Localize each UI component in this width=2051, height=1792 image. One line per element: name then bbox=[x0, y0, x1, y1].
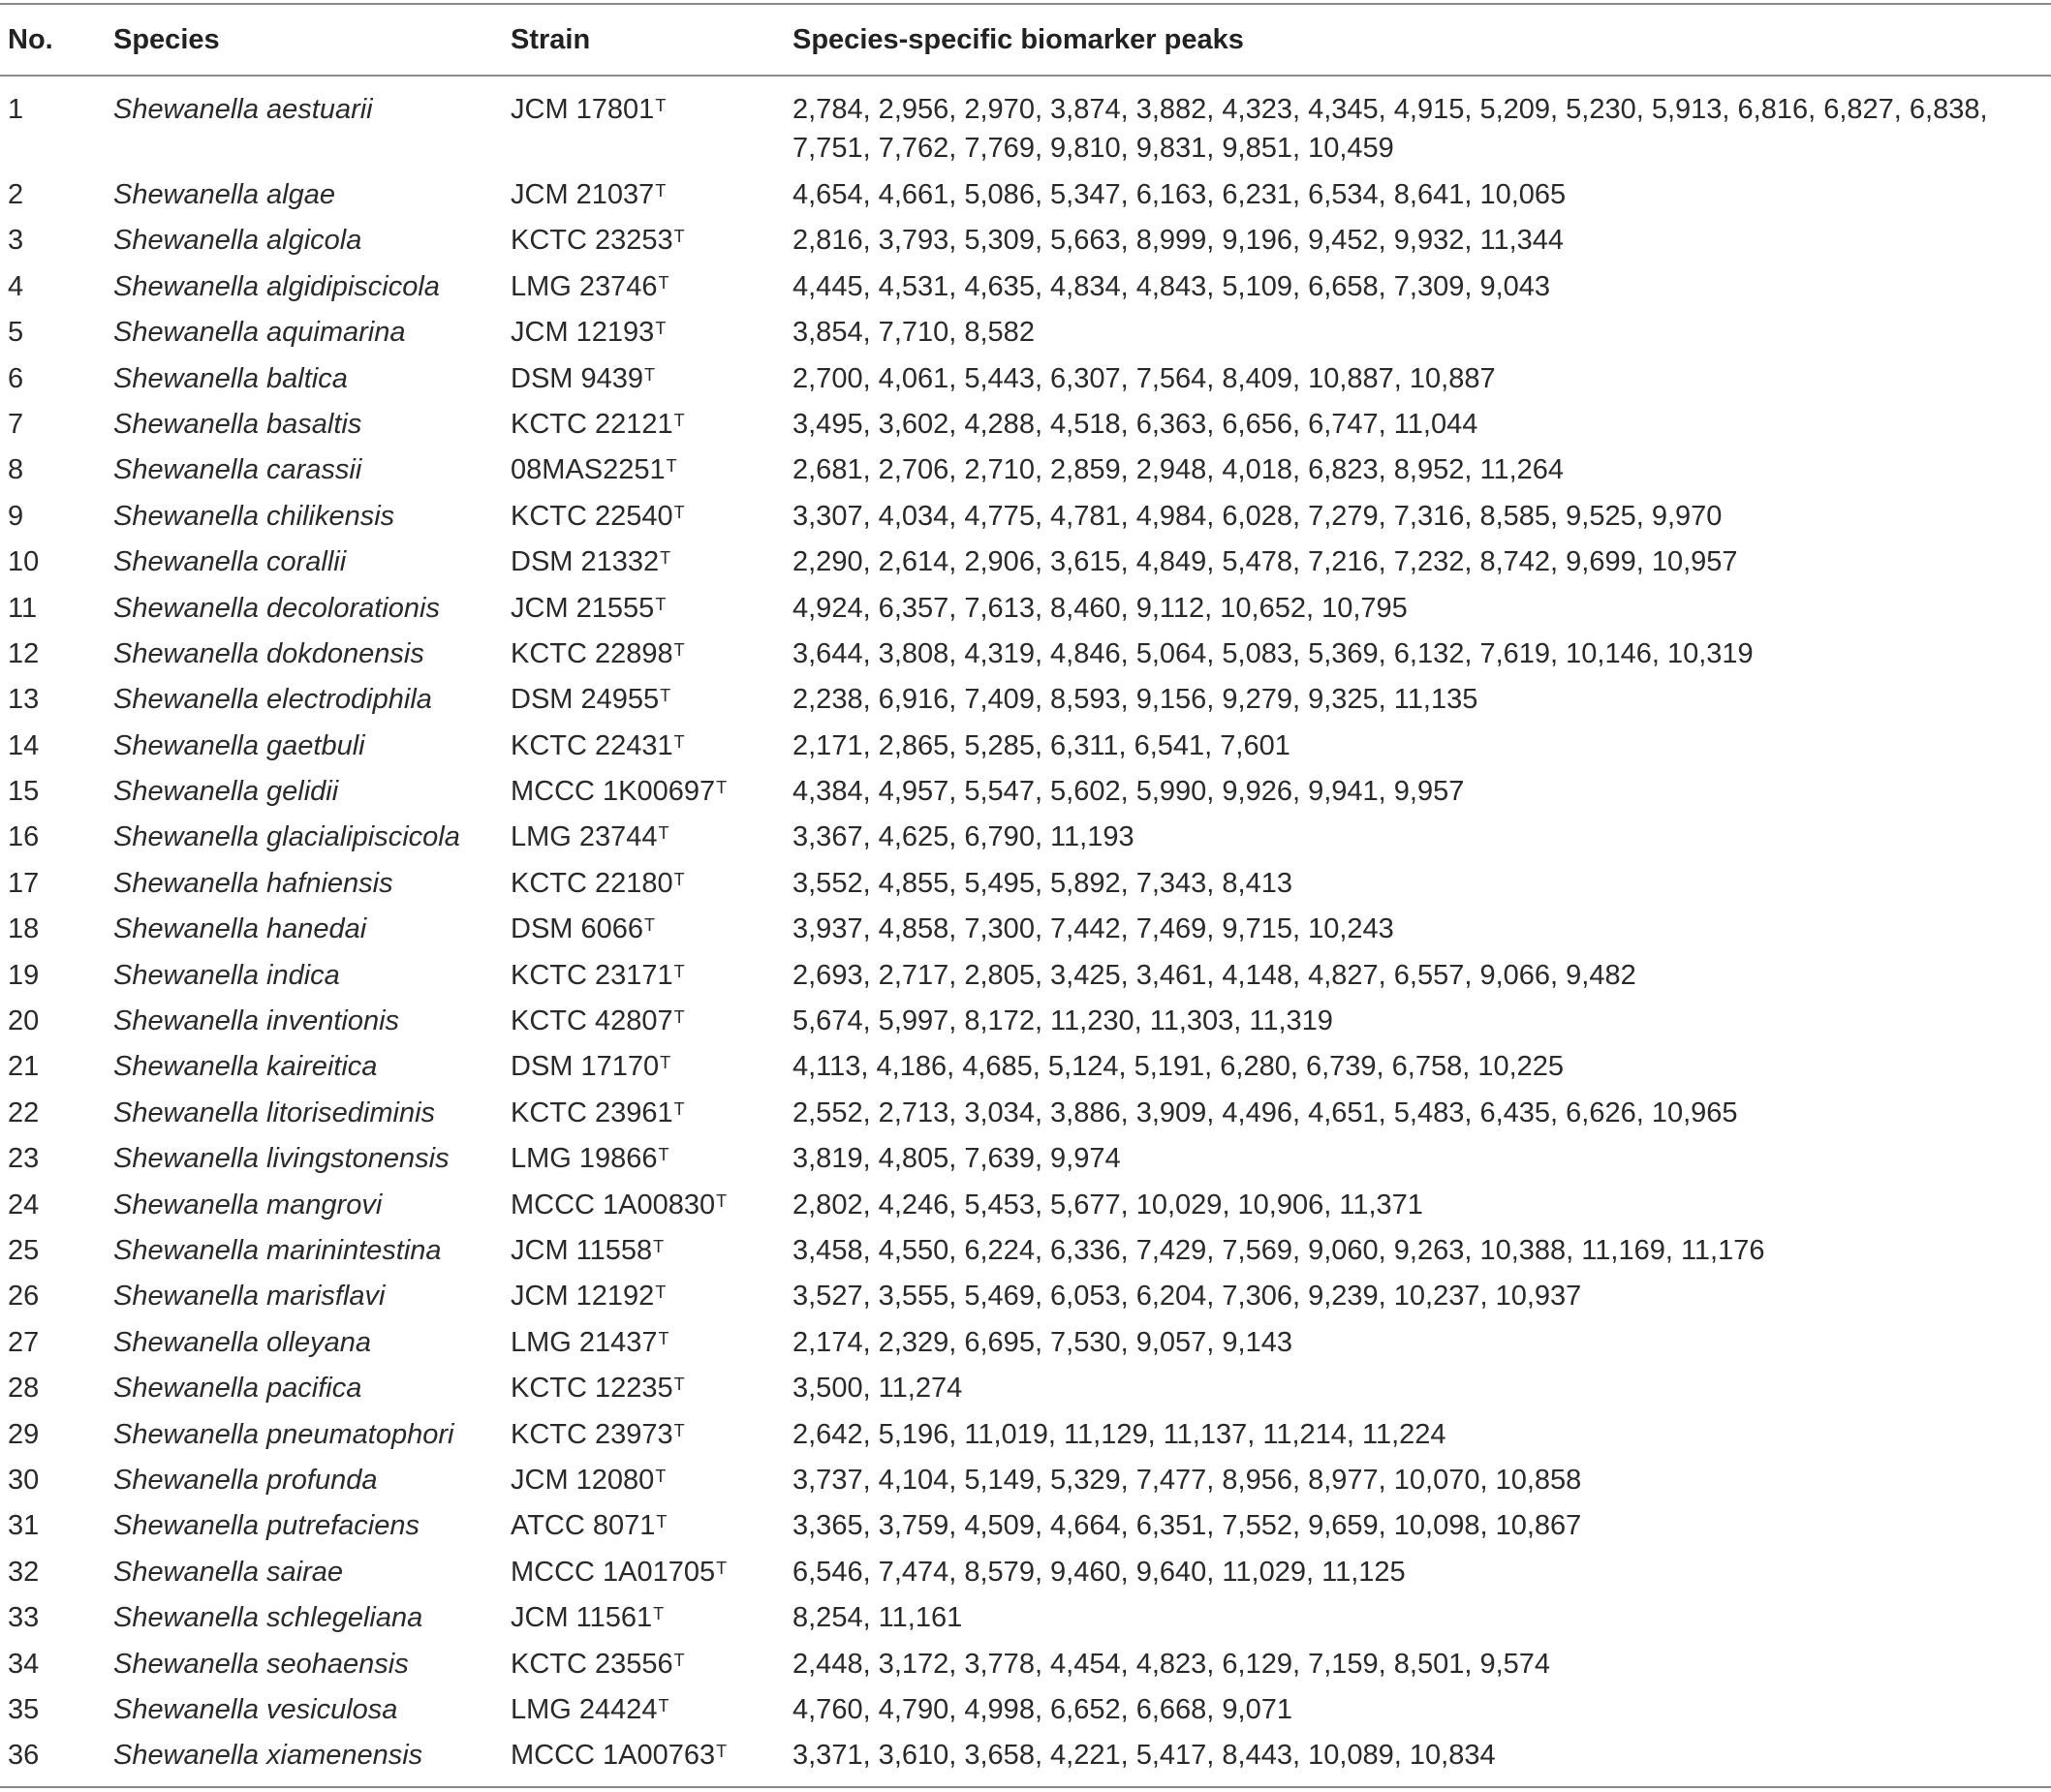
strain-label: KCTC 23556 bbox=[511, 1648, 673, 1680]
row-strain bbox=[511, 221, 685, 260]
row-peaks: 3,495, 3,602, 4,288, 4,518, 6,363, 6,656, 6,747, 11,044 bbox=[792, 408, 1478, 440]
row-strain bbox=[511, 910, 655, 948]
row-no: 33 bbox=[8, 1602, 40, 1634]
type-strain-mark: T bbox=[653, 1236, 665, 1256]
row-strain bbox=[511, 497, 685, 536]
table-row bbox=[0, 359, 2051, 405]
row-peaks: 4,445, 4,531, 4,635, 4,834, 4,843, 5,109, 6,658, 7,309, 9,043 bbox=[792, 270, 1551, 302]
table-row bbox=[0, 1186, 2051, 1231]
type-strain-mark: T bbox=[673, 1420, 685, 1440]
row-species: Shewanella livingstonensis bbox=[113, 1143, 450, 1175]
row-strain bbox=[511, 772, 727, 811]
type-strain-mark: T bbox=[656, 1512, 668, 1532]
type-strain-mark: T bbox=[655, 594, 667, 614]
type-strain-mark: T bbox=[644, 915, 656, 936]
row-strain bbox=[511, 864, 685, 903]
row-peaks: 8,254, 11,161 bbox=[792, 1602, 963, 1634]
row-no: 24 bbox=[8, 1189, 40, 1220]
row-no: 31 bbox=[8, 1510, 40, 1542]
type-strain-mark: T bbox=[716, 778, 728, 798]
type-strain-mark: T bbox=[660, 686, 671, 706]
table-row bbox=[0, 634, 2051, 680]
table-row bbox=[0, 772, 2051, 818]
strain-label: DSM 9439 bbox=[511, 362, 644, 394]
row-no: 28 bbox=[8, 1373, 40, 1405]
type-strain-mark: T bbox=[673, 1098, 685, 1119]
row-no: 34 bbox=[8, 1648, 40, 1680]
strain-label: MCCC 1K00697 bbox=[511, 776, 716, 808]
row-no: 13 bbox=[8, 684, 40, 716]
row-peaks: 2,642, 5,196, 11,019, 11,129, 11,137, 11,214, 11,224 bbox=[792, 1418, 1446, 1450]
type-strain-mark: T bbox=[658, 1145, 669, 1165]
type-strain-mark: T bbox=[666, 456, 677, 477]
row-species: Shewanella gaetbuli bbox=[113, 729, 365, 761]
row-species: Shewanella indica bbox=[113, 959, 340, 991]
strain-label: JCM 12080 bbox=[511, 1464, 655, 1496]
type-strain-mark: T bbox=[673, 639, 685, 660]
row-no: 35 bbox=[8, 1693, 40, 1725]
table-row bbox=[0, 1645, 2051, 1690]
row-strain bbox=[511, 1231, 664, 1270]
row-peaks: 2,784, 2,956, 2,970, 3,874, 3,882, 4,323, 4,345, 4,915, 5,209, 5,230, 5,913, 6,816, 6,827, 6,838, 7,751, 7,762, 7,769, 9,810, 9,831, 9,851, 10,459 bbox=[792, 94, 1988, 164]
row-no: 19 bbox=[8, 959, 40, 991]
table-row bbox=[0, 1736, 2051, 1781]
row-species: Shewanella algicola bbox=[113, 225, 362, 257]
row-strain bbox=[511, 1598, 664, 1637]
row-strain bbox=[511, 956, 685, 995]
row-species: Shewanella olleyana bbox=[113, 1326, 372, 1358]
row-peaks: 3,644, 3,808, 4,319, 4,846, 5,064, 5,083, 5,369, 6,132, 7,619, 10,146, 10,319 bbox=[792, 637, 1754, 669]
row-peaks: 4,384, 4,957, 5,547, 5,602, 5,990, 9,926, 9,941, 9,957 bbox=[792, 776, 1465, 808]
type-strain-mark: T bbox=[673, 1650, 685, 1670]
row-species: Shewanella basaltis bbox=[113, 408, 362, 440]
row-peaks: 3,458, 4,550, 6,224, 6,336, 7,429, 7,569, 9,060, 9,263, 10,388, 11,169, 11,176 bbox=[792, 1234, 1765, 1266]
row-species: Shewanella seohaensis bbox=[113, 1648, 409, 1680]
row-species: Shewanella carassii bbox=[113, 454, 362, 486]
type-strain-mark: T bbox=[673, 227, 685, 247]
row-no: 10 bbox=[8, 546, 40, 578]
type-strain-mark: T bbox=[655, 96, 667, 115]
row-species: Shewanella kaireitica bbox=[113, 1051, 378, 1083]
row-species: Shewanella hanedai bbox=[113, 913, 367, 945]
row-no: 4 bbox=[8, 270, 24, 302]
row-peaks: 2,174, 2,329, 6,695, 7,530, 9,057, 9,143 bbox=[792, 1326, 1292, 1358]
strain-label: KCTC 22180 bbox=[511, 867, 673, 899]
type-strain-mark: T bbox=[658, 823, 669, 844]
table-row bbox=[0, 1553, 2051, 1598]
row-peaks: 3,307, 4,034, 4,775, 4,781, 4,984, 6,028, 7,279, 7,316, 8,585, 9,525, 9,970 bbox=[792, 500, 1723, 532]
row-peaks: 4,113, 4,186, 4,685, 5,124, 5,191, 6,280, 6,739, 6,758, 10,225 bbox=[792, 1051, 1565, 1083]
row-strain bbox=[511, 726, 685, 765]
header-peaks: Species-specific biomarker peaks bbox=[792, 24, 1244, 55]
row-species: Shewanella algae bbox=[113, 179, 335, 210]
type-strain-mark: T bbox=[660, 548, 671, 569]
strain-label: KCTC 23171 bbox=[511, 959, 673, 991]
row-peaks: 4,760, 4,790, 4,998, 6,652, 6,668, 9,071 bbox=[792, 1693, 1292, 1725]
row-strain bbox=[511, 542, 670, 581]
table-row bbox=[0, 864, 2051, 910]
row-no: 2 bbox=[8, 179, 24, 210]
table-row bbox=[0, 90, 2051, 175]
row-strain bbox=[511, 1094, 685, 1132]
type-strain-mark: T bbox=[658, 272, 669, 293]
row-strain bbox=[511, 634, 685, 673]
row-peaks: 2,802, 4,246, 5,453, 5,677, 10,029, 10,906, 11,371 bbox=[792, 1189, 1423, 1220]
row-no: 3 bbox=[8, 225, 24, 257]
type-strain-mark: T bbox=[673, 1375, 685, 1395]
row-peaks: 3,552, 4,855, 5,495, 5,892, 7,343, 8,413 bbox=[792, 867, 1292, 899]
table-row bbox=[0, 680, 2051, 726]
row-peaks: 4,654, 4,661, 5,086, 5,347, 6,163, 6,231, 6,534, 8,641, 10,065 bbox=[792, 179, 1567, 210]
header-no: No. bbox=[8, 24, 53, 55]
row-peaks: 3,371, 3,610, 3,658, 4,221, 5,417, 8,443, 10,089, 10,834 bbox=[792, 1740, 1496, 1772]
row-peaks: 3,367, 4,625, 6,790, 11,193 bbox=[792, 821, 1134, 853]
strain-label: DSM 17170 bbox=[511, 1051, 660, 1083]
table-row bbox=[0, 1277, 2051, 1322]
strain-label: KCTC 22431 bbox=[511, 729, 673, 761]
table-row bbox=[0, 405, 2051, 450]
row-species: Shewanella hafniensis bbox=[113, 867, 393, 899]
row-no: 27 bbox=[8, 1326, 40, 1358]
type-strain-mark: T bbox=[673, 1007, 685, 1028]
row-no: 5 bbox=[8, 317, 24, 349]
row-no: 22 bbox=[8, 1097, 40, 1128]
table-row bbox=[0, 450, 2051, 496]
row-no: 26 bbox=[8, 1281, 40, 1313]
strain-label: DSM 21332 bbox=[511, 546, 660, 578]
row-no: 30 bbox=[8, 1464, 40, 1496]
row-strain bbox=[511, 450, 677, 489]
strain-label: LMG 24424 bbox=[511, 1693, 658, 1725]
table-header-row bbox=[0, 5, 2051, 75]
row-strain bbox=[511, 818, 669, 856]
row-strain bbox=[511, 405, 685, 444]
row-strain bbox=[511, 313, 666, 352]
row-peaks: 3,819, 4,805, 7,639, 9,974 bbox=[792, 1143, 1121, 1175]
row-strain bbox=[511, 1415, 685, 1454]
table-row bbox=[0, 726, 2051, 772]
row-no: 23 bbox=[8, 1143, 40, 1175]
row-species: Shewanella marisflavi bbox=[113, 1281, 386, 1313]
row-no: 36 bbox=[8, 1740, 40, 1772]
row-species: Shewanella decolorationis bbox=[113, 592, 440, 624]
table-row bbox=[0, 910, 2051, 955]
table-row bbox=[0, 589, 2051, 634]
table-row bbox=[0, 175, 2051, 221]
row-no: 16 bbox=[8, 821, 40, 853]
row-species: Shewanella xiamenensis bbox=[113, 1740, 423, 1772]
row-species: Shewanella pacifica bbox=[113, 1373, 362, 1405]
strain-label: JCM 12192 bbox=[511, 1281, 655, 1313]
row-peaks: 2,238, 6,916, 7,409, 8,593, 9,156, 9,279, 9,325, 11,135 bbox=[792, 684, 1478, 716]
table-row bbox=[0, 1506, 2051, 1552]
strain-label: LMG 23744 bbox=[511, 821, 658, 853]
row-strain bbox=[511, 175, 666, 214]
row-strain bbox=[511, 359, 655, 398]
type-strain-mark: T bbox=[716, 1190, 728, 1211]
row-species: Shewanella marinintestina bbox=[113, 1234, 442, 1266]
row-no: 25 bbox=[8, 1234, 40, 1266]
row-strain bbox=[511, 267, 669, 306]
type-strain-mark: T bbox=[658, 1328, 669, 1348]
table-bottom-rule bbox=[0, 1786, 2051, 1788]
type-strain-mark: T bbox=[673, 410, 685, 430]
type-strain-mark: T bbox=[716, 1742, 728, 1762]
strain-label: JCM 11561 bbox=[511, 1602, 653, 1634]
strain-label: JCM 17801 bbox=[511, 94, 655, 125]
row-strain bbox=[511, 1139, 669, 1178]
table-row bbox=[0, 267, 2051, 313]
table-row bbox=[0, 1415, 2051, 1461]
row-no: 32 bbox=[8, 1556, 40, 1588]
row-no: 6 bbox=[8, 362, 24, 394]
strain-label: KCTC 22121 bbox=[511, 408, 673, 440]
row-strain bbox=[511, 1736, 727, 1775]
row-species: Shewanella pneumatophori bbox=[113, 1418, 454, 1450]
row-strain bbox=[511, 1690, 669, 1729]
strain-label: ATCC 8071 bbox=[511, 1510, 656, 1542]
strain-label: KCTC 42807 bbox=[511, 1005, 673, 1037]
type-strain-mark: T bbox=[655, 319, 667, 339]
strain-label: KCTC 22540 bbox=[511, 500, 673, 532]
strain-label: LMG 23746 bbox=[511, 270, 658, 302]
table-row bbox=[0, 1231, 2051, 1277]
strain-label: MCCC 1A00830 bbox=[511, 1189, 716, 1220]
row-species: Shewanella aestuarii bbox=[113, 94, 373, 125]
strain-label: JCM 21037 bbox=[511, 179, 655, 210]
row-strain bbox=[511, 1277, 666, 1315]
row-species: Shewanella putrefaciens bbox=[113, 1510, 420, 1542]
strain-label: JCM 21555 bbox=[511, 592, 655, 624]
row-species: Shewanella schlegeliana bbox=[113, 1602, 423, 1634]
row-no: 11 bbox=[8, 592, 38, 624]
row-peaks: 3,737, 4,104, 5,149, 5,329, 7,477, 8,956, 8,977, 10,070, 10,858 bbox=[792, 1464, 1582, 1496]
table-row bbox=[0, 542, 2051, 588]
row-peaks: 2,681, 2,706, 2,710, 2,859, 2,948, 4,018, 6,823, 8,952, 11,264 bbox=[792, 454, 1565, 486]
row-peaks: 3,937, 4,858, 7,300, 7,442, 7,469, 9,715, 10,243 bbox=[792, 913, 1394, 945]
table-body bbox=[0, 90, 2051, 1782]
header-rule bbox=[0, 75, 2051, 77]
table-row bbox=[0, 1094, 2051, 1139]
row-species: Shewanella vesiculosa bbox=[113, 1693, 398, 1725]
row-peaks: 3,527, 3,555, 5,469, 6,053, 6,204, 7,306, 9,239, 10,237, 10,937 bbox=[792, 1281, 1582, 1313]
strain-label: KCTC 23253 bbox=[511, 225, 673, 257]
type-strain-mark: T bbox=[673, 502, 685, 522]
row-peaks: 3,365, 3,759, 4,509, 4,664, 6,351, 7,552, 9,659, 10,098, 10,867 bbox=[792, 1510, 1582, 1542]
row-no: 14 bbox=[8, 729, 40, 761]
table-row bbox=[0, 1369, 2051, 1414]
row-no: 20 bbox=[8, 1005, 40, 1037]
strain-label: LMG 21437 bbox=[511, 1326, 658, 1358]
row-peaks: 3,500, 11,274 bbox=[792, 1373, 963, 1405]
table-row bbox=[0, 313, 2051, 358]
table-row bbox=[0, 497, 2051, 542]
row-strain bbox=[511, 680, 670, 719]
row-species: Shewanella corallii bbox=[113, 546, 347, 578]
row-strain bbox=[511, 1506, 667, 1545]
row-strain bbox=[511, 1002, 685, 1040]
row-species: Shewanella algidipiscicola bbox=[113, 270, 440, 302]
table-row bbox=[0, 956, 2051, 1002]
row-strain bbox=[511, 90, 666, 129]
table-row bbox=[0, 221, 2051, 266]
strain-label: JCM 12193 bbox=[511, 317, 655, 349]
table-row bbox=[0, 1323, 2051, 1369]
row-peaks: 2,552, 2,713, 3,034, 3,886, 3,909, 4,496, 4,651, 5,483, 6,435, 6,626, 10,965 bbox=[792, 1097, 1738, 1128]
strain-label: KCTC 22898 bbox=[511, 637, 673, 669]
row-no: 1 bbox=[8, 94, 24, 125]
strain-label: JCM 11558 bbox=[511, 1234, 653, 1266]
type-strain-mark: T bbox=[673, 731, 685, 752]
row-strain bbox=[511, 1047, 670, 1086]
type-strain-mark: T bbox=[716, 1558, 728, 1578]
row-strain bbox=[511, 1645, 685, 1684]
row-no: 17 bbox=[8, 867, 40, 899]
type-strain-mark: T bbox=[673, 961, 685, 981]
row-peaks: 2,290, 2,614, 2,906, 3,615, 4,849, 5,478, 7,216, 7,232, 8,742, 9,699, 10,957 bbox=[792, 546, 1738, 578]
header-strain: Strain bbox=[511, 24, 591, 55]
row-species: Shewanella litorisediminis bbox=[113, 1097, 436, 1128]
row-peaks: 6,546, 7,474, 8,579, 9,460, 9,640, 11,029, 11,125 bbox=[792, 1556, 1406, 1588]
row-species: Shewanella sairae bbox=[113, 1556, 343, 1588]
row-strain bbox=[511, 589, 666, 628]
row-species: Shewanella glacialipiscicola bbox=[113, 821, 460, 853]
header-species: Species bbox=[113, 24, 220, 55]
row-peaks: 4,924, 6,357, 7,613, 8,460, 9,112, 10,652, 10,795 bbox=[792, 592, 1408, 624]
strain-label: KCTC 23973 bbox=[511, 1418, 673, 1450]
row-peaks: 5,674, 5,997, 8,172, 11,230, 11,303, 11,319 bbox=[792, 1005, 1333, 1037]
type-strain-mark: T bbox=[658, 1695, 669, 1715]
row-no: 21 bbox=[8, 1051, 40, 1083]
row-no: 18 bbox=[8, 913, 40, 945]
row-peaks: 2,171, 2,865, 5,285, 6,311, 6,541, 7,601 bbox=[792, 729, 1290, 761]
table-row bbox=[0, 1047, 2051, 1093]
table-row bbox=[0, 1598, 2051, 1644]
row-strain bbox=[511, 1323, 669, 1362]
type-strain-mark: T bbox=[655, 1282, 667, 1303]
row-species: Shewanella electrodiphila bbox=[113, 684, 432, 716]
table-row bbox=[0, 1139, 2051, 1185]
table-row bbox=[0, 818, 2051, 863]
type-strain-mark: T bbox=[660, 1053, 671, 1073]
table-row bbox=[0, 1461, 2051, 1506]
strain-label: 08MAS2251 bbox=[511, 454, 666, 486]
row-species: Shewanella mangrovi bbox=[113, 1189, 383, 1220]
row-species: Shewanella profunda bbox=[113, 1464, 378, 1496]
table-row bbox=[0, 1690, 2051, 1736]
row-species: Shewanella chilikensis bbox=[113, 500, 395, 532]
row-strain bbox=[511, 1553, 727, 1591]
strain-label: KCTC 23961 bbox=[511, 1097, 673, 1128]
row-species: Shewanella inventionis bbox=[113, 1005, 400, 1037]
type-strain-mark: T bbox=[655, 1466, 667, 1486]
strain-label: MCCC 1A00763 bbox=[511, 1740, 716, 1772]
row-no: 8 bbox=[8, 454, 24, 486]
row-peaks: 2,448, 3,172, 3,778, 4,454, 4,823, 6,129, 7,159, 8,501, 9,574 bbox=[792, 1648, 1551, 1680]
row-no: 29 bbox=[8, 1418, 40, 1450]
row-species: Shewanella dokdonensis bbox=[113, 637, 424, 669]
strain-label: LMG 19866 bbox=[511, 1143, 658, 1175]
type-strain-mark: T bbox=[644, 364, 656, 385]
strain-label: KCTC 12235 bbox=[511, 1373, 673, 1405]
row-no: 12 bbox=[8, 637, 40, 669]
strain-label: DSM 24955 bbox=[511, 684, 660, 716]
row-peaks: 3,854, 7,710, 8,582 bbox=[792, 317, 1035, 349]
type-strain-mark: T bbox=[655, 181, 667, 201]
row-strain bbox=[511, 1369, 685, 1407]
strain-label: DSM 6066 bbox=[511, 913, 644, 945]
row-species: Shewanella gelidii bbox=[113, 776, 339, 808]
type-strain-mark: T bbox=[653, 1604, 665, 1624]
row-peaks: 2,700, 4,061, 5,443, 6,307, 7,564, 8,409, 10,887, 10,887 bbox=[792, 362, 1496, 394]
table-row bbox=[0, 1002, 2051, 1047]
row-no: 7 bbox=[8, 408, 24, 440]
strain-label: MCCC 1A01705 bbox=[511, 1556, 716, 1588]
row-strain bbox=[511, 1186, 727, 1224]
row-peaks: 2,693, 2,717, 2,805, 3,425, 3,461, 4,148, 4,827, 6,557, 9,066, 9,482 bbox=[792, 959, 1636, 991]
row-strain bbox=[511, 1461, 666, 1499]
type-strain-mark: T bbox=[673, 869, 685, 889]
row-species: Shewanella aquimarina bbox=[113, 317, 406, 349]
row-species: Shewanella baltica bbox=[113, 362, 348, 394]
row-no: 15 bbox=[8, 776, 40, 808]
row-no: 9 bbox=[8, 500, 24, 532]
row-peaks: 2,816, 3,793, 5,309, 5,663, 8,999, 9,196, 9,452, 9,932, 11,344 bbox=[792, 225, 1565, 257]
